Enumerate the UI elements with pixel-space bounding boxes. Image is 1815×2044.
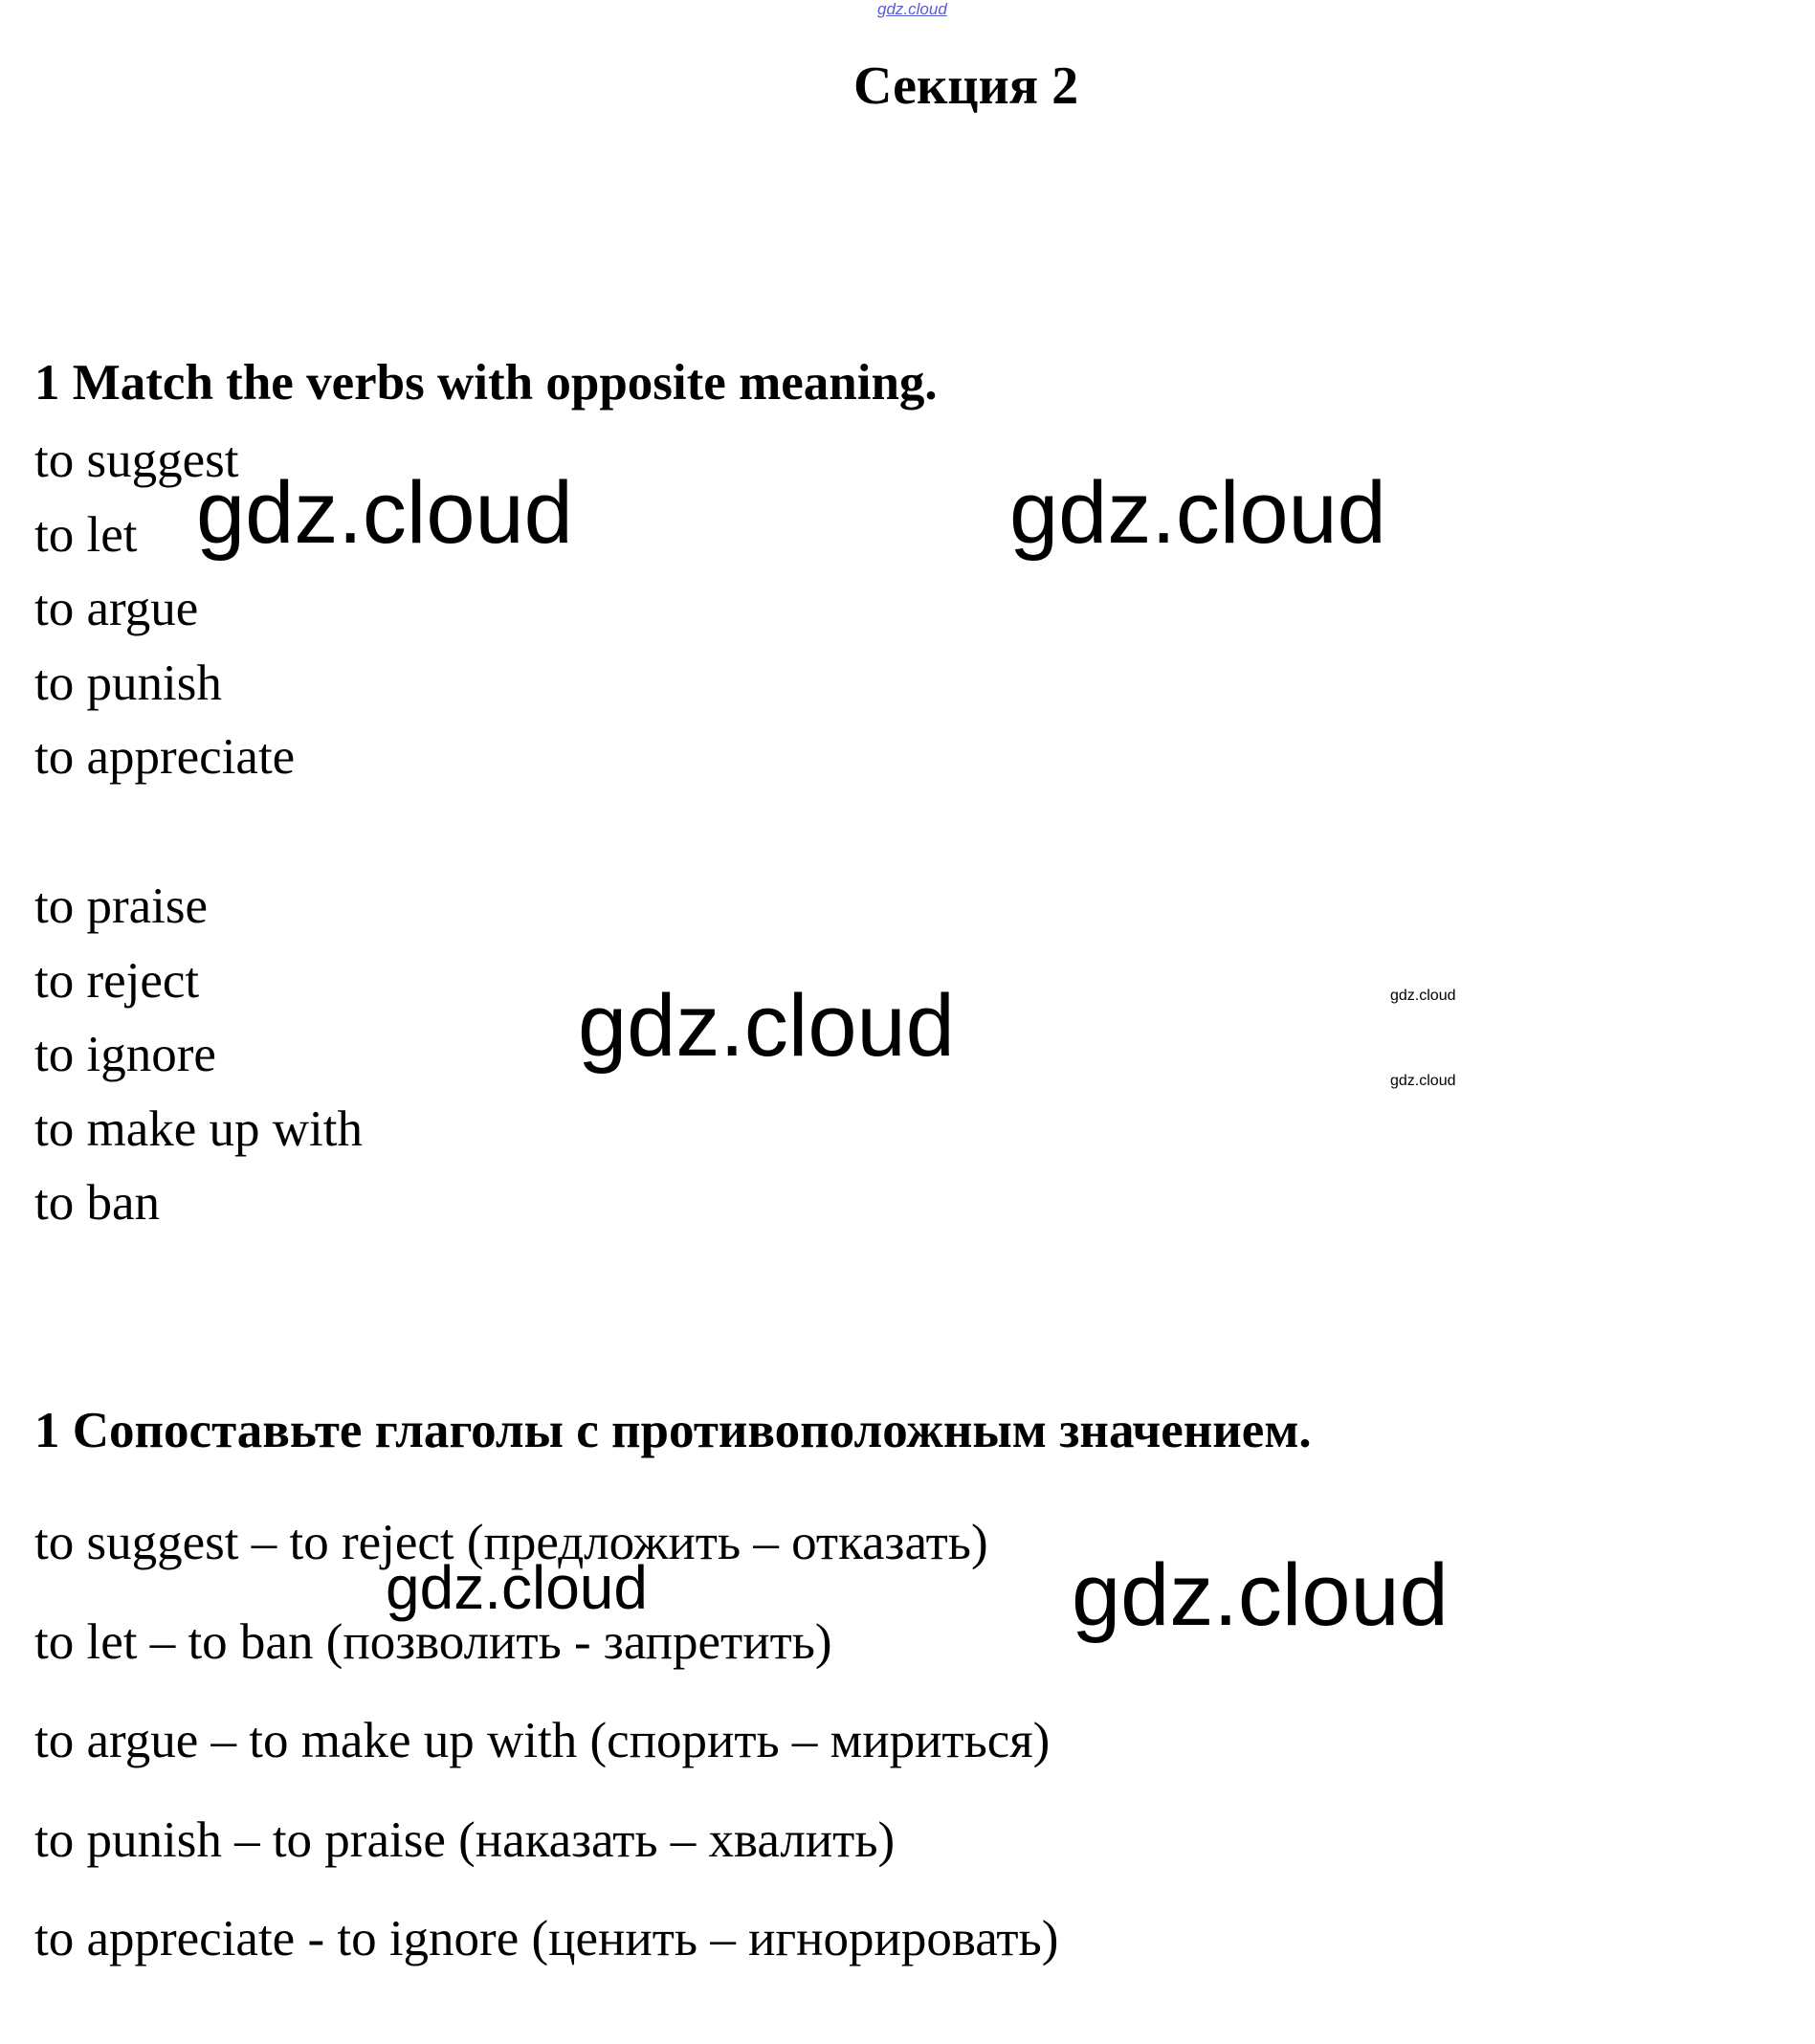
watermark: gdz.cloud [1072, 1546, 1449, 1644]
site-mark-link[interactable]: gdz.cloud [877, 0, 947, 18]
list-item: to let [34, 506, 138, 563]
watermark: gdz.cloud [1390, 988, 1456, 1004]
answer-item: to argue – to make up with (спорить – мириться) [34, 1713, 1051, 1768]
watermark: gdz.cloud [1390, 1073, 1456, 1089]
list-item: to appreciate [34, 729, 296, 785]
list-item: to ban [34, 1175, 160, 1231]
list-item: to make up with [34, 1100, 363, 1157]
watermark: gdz.cloud [386, 1553, 648, 1622]
list-item: to reject [34, 952, 200, 1009]
answer-item: to suggest – to reject (предложить – отказать) [34, 1515, 988, 1570]
section-title: Секция 2 [853, 56, 1079, 116]
watermark: gdz.cloud [196, 464, 573, 562]
task-heading-russian: 1 Сопоставьте глаголы с противоположным значением. [34, 1403, 1312, 1458]
list-item: to punish [34, 655, 222, 711]
task-heading-english: 1 Match the verbs with opposite meaning. [34, 355, 938, 411]
verb-list-b [34, 870, 363, 1241]
list-item: to argue [34, 581, 199, 636]
watermark: gdz.cloud [578, 977, 955, 1075]
list-item: to ignore [34, 1027, 216, 1082]
list-item: to praise [34, 878, 209, 934]
list-item: to suggest [34, 433, 239, 488]
answer-item: to punish – to praise (наказать – хвалить) [34, 1811, 896, 1868]
answer-item: to let – to ban (позволить - запретить) [34, 1613, 832, 1670]
answer-item: to appreciate - to ignore (ценить – игнорировать) [34, 1911, 1059, 1966]
watermark: gdz.cloud [1009, 464, 1386, 562]
